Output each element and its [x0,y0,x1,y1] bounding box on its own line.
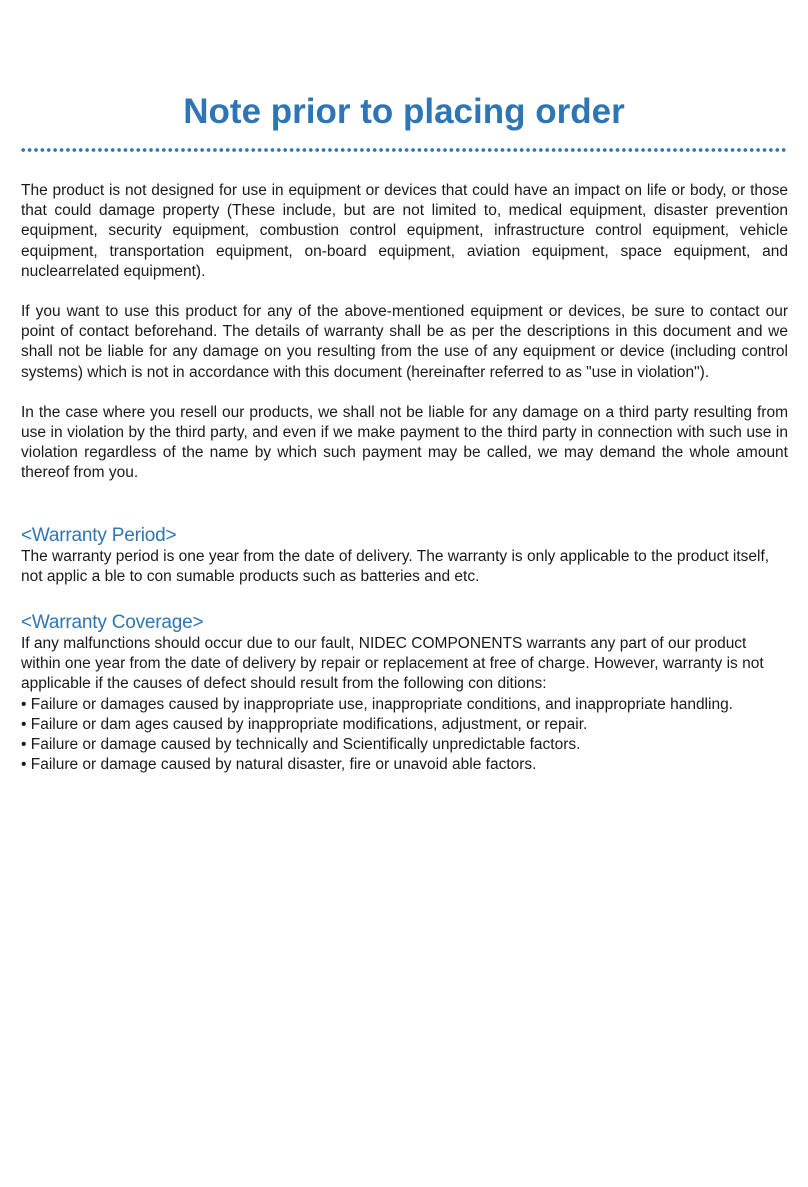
warranty-coverage-bullet: • Failure or dam ages caused by inappropriate modifications, adjustment, or repair. [21,715,588,733]
warranty-coverage-bullet: • Failure or damages caused by inappropriate use, inappropriate conditions, and inappropriate handling. [21,695,733,713]
warranty-coverage-bullet: • Failure or damage caused by natural disaster, fire or unavoid able factors. [21,756,537,774]
warranty-period-line: not applic a ble to con sumable products such as batteries and etc. [21,567,480,585]
warranty-coverage-line: applicable if the causes of defect should result from the following con ditions: [21,675,547,693]
warranty-coverage-heading: <Warranty Coverage> [21,612,204,634]
paragraph-resale: In the case where you resell our products, we shall not be liable for any damage on a third party resulting from use in violation by the third party, and even if we make payment to the third party in connection with such use in violation regardless of the name by which such payment may be called, we may demand the whole amount thereof from you. [21,403,788,482]
paragraph-contact-beforehand: If you want to use this product for any of the above-mentioned equipment or devices, be sure to contact our point of contact beforehand. The details of warranty shall be as per the descriptions in this document and we shall not be liable for any damage on you resulting from the use of any equipment or device (including control systems) which is not in accordance with this document (hereinafter referred to as "use in violation"). [21,303,788,381]
warranty-period-heading: <Warranty Period> [21,524,177,546]
warranty-coverage-bullet: • Failure or damage caused by technically and Scientifically unpredictable factors. [21,736,581,754]
warranty-coverage-line: If any malfunctions should occur due to our fault, NIDEC COMPONENTS warrants any part of our product [21,635,747,653]
paragraph-intended-use: The product is not designed for use in equipment or devices that could have an impact on life or body, or those that could damage property (These include, but are not limited to, medical equipment, disaster prevention equipment, security equipment, combustion control equipment, infrastructure control equipment, vehicle equipment, transportation equipment, on-board equipment, aviation equipment, space equipment, and nuclearrelated equipment). [21,182,788,280]
warranty-period-line: The warranty period is one year from the date of delivery. The warranty is only applicable to the product itself, [21,547,770,565]
warranty-coverage-line: within one year from the date of delivery by repair or replacement at free of charge. However, warranty is not [21,655,764,673]
dotted-divider [20,146,788,154]
page-title: Note prior to placing order [183,92,625,131]
document-body [21,181,788,775]
